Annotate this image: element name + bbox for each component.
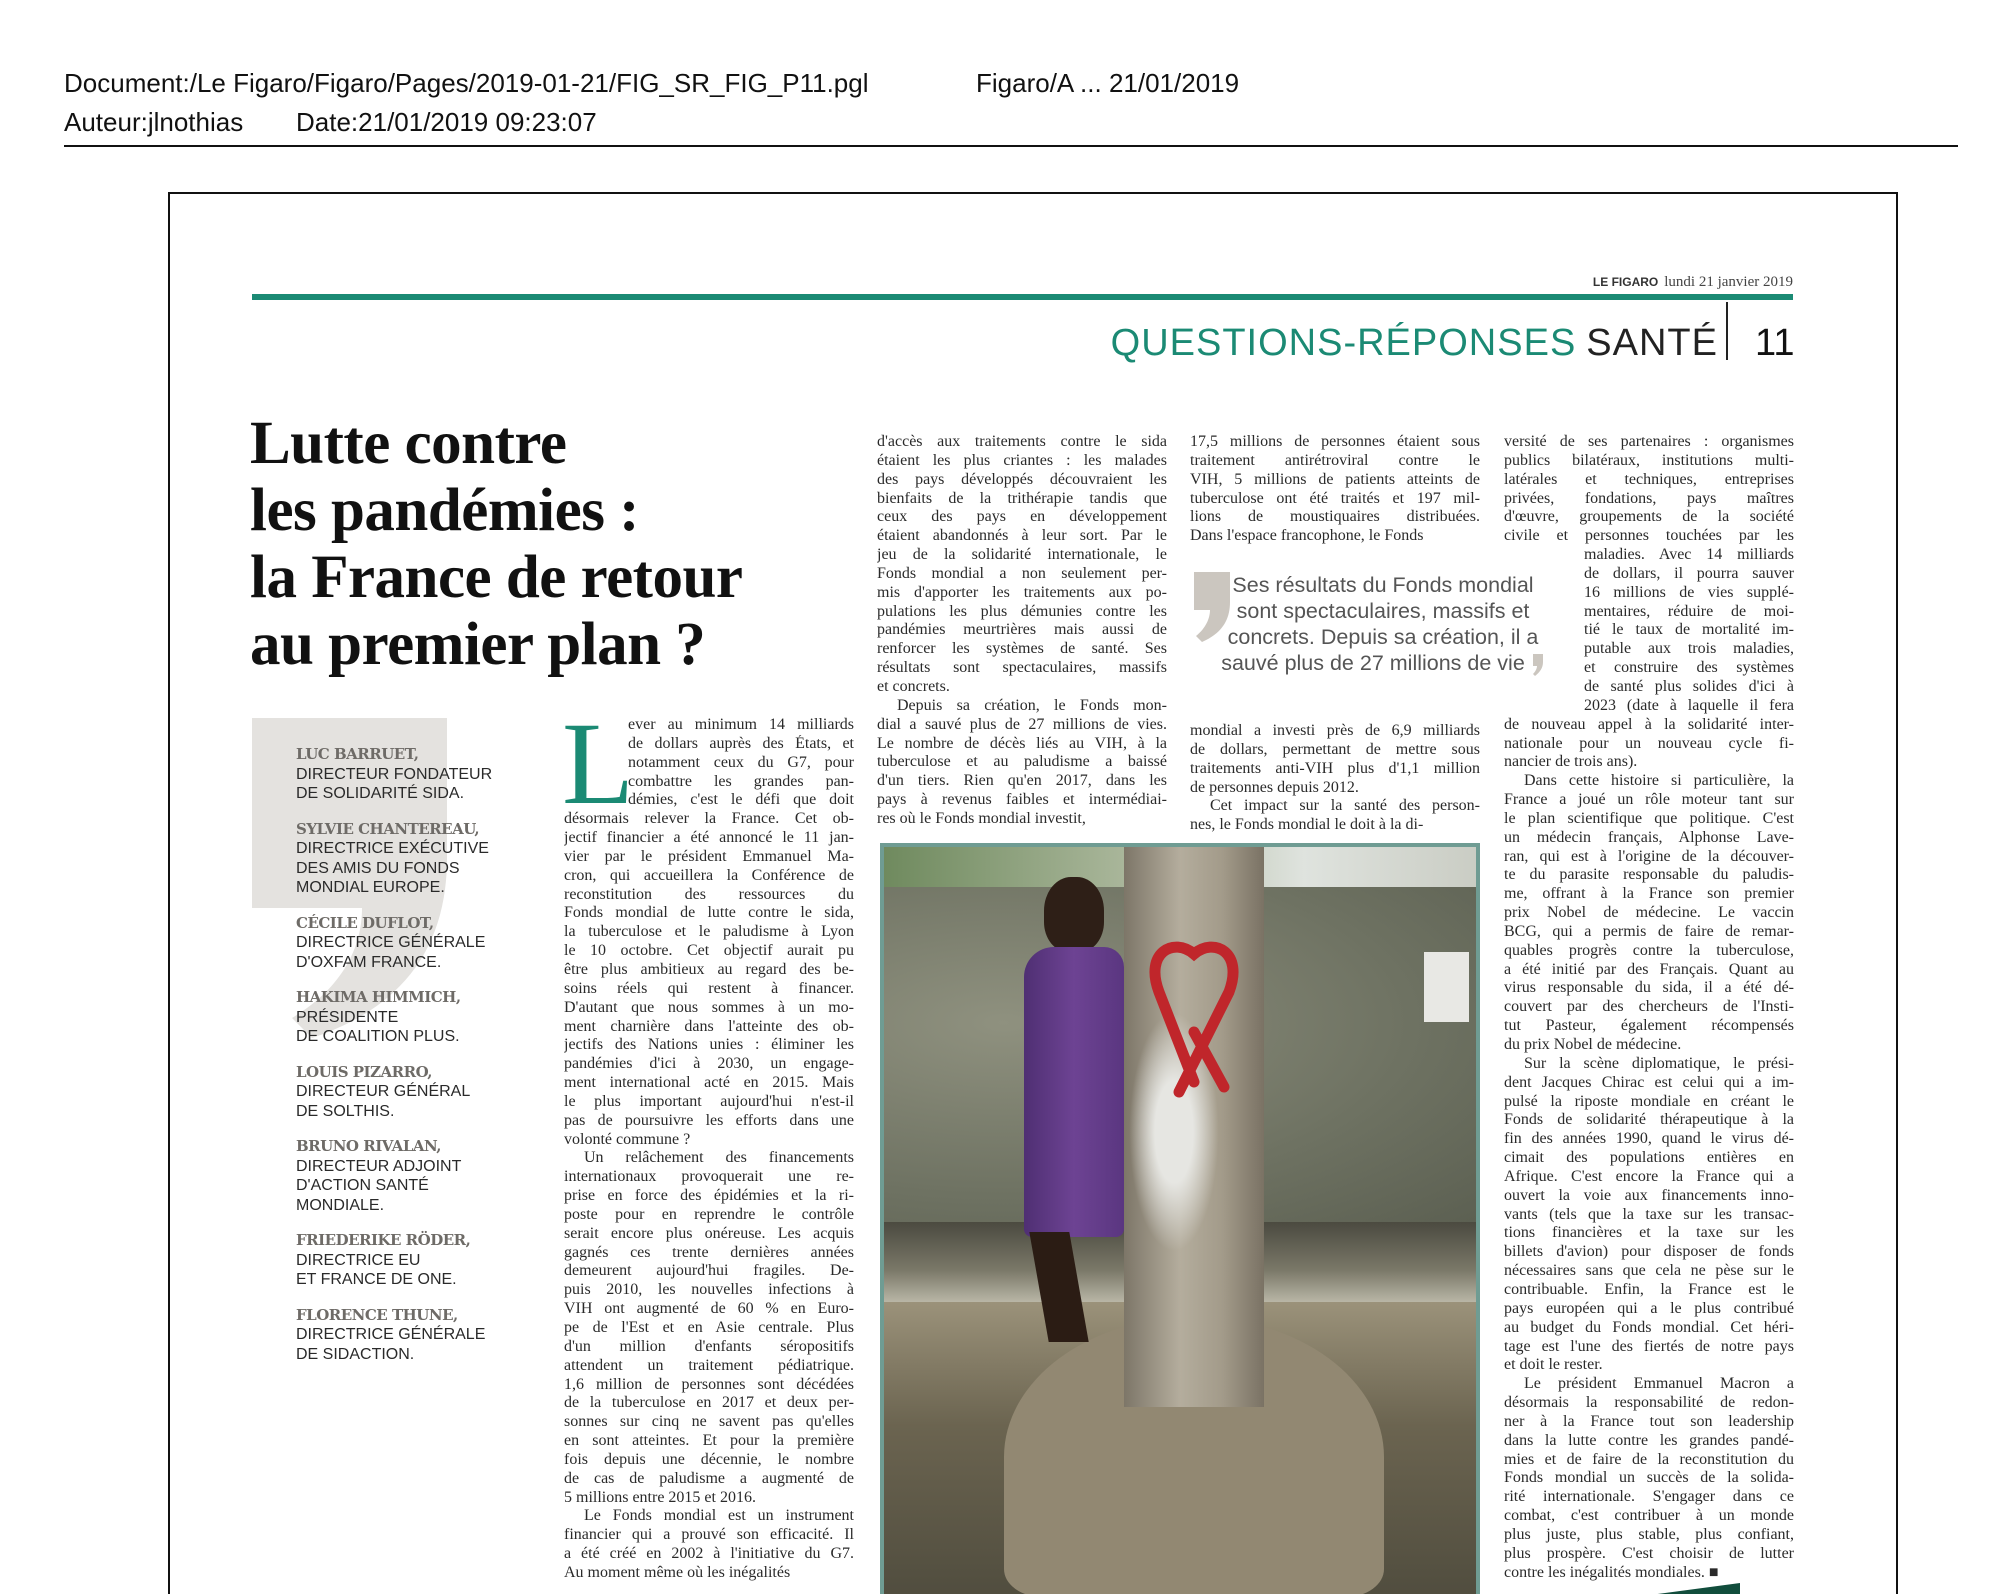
text-line: te du parasite responsable du paludis-: [1504, 866, 1794, 884]
signatory-name: FLORENCE THUNE,: [296, 1305, 458, 1324]
text-line: plus prospère. C'est choisir de lutter: [1504, 1544, 1794, 1562]
text-line: versité de ses partenaires : organismes: [1504, 433, 1794, 450]
text-line: res où le Fonds mondial investit,: [877, 809, 1086, 827]
text-line: rité internationale. S'engager dans ce: [1504, 1488, 1794, 1506]
text-line: fin des années 1990, quand le virus dé-: [1504, 1130, 1794, 1148]
text-line: d'œuvre, groupements de la société: [1504, 508, 1794, 526]
text-line: prix Nobel de médecine. Le vaccin: [1504, 904, 1794, 922]
text-line: reconstitution des ressources du: [564, 885, 854, 903]
text-line: Le nombre de décès liés au VIH, à la: [877, 734, 1167, 752]
author-label: Auteur:jlnothias: [64, 107, 244, 137]
text-line: financier qui a prouvé son efficacité. Il: [564, 1526, 854, 1544]
text-line: BCG, qui a permis de faire de remar-: [1504, 922, 1794, 940]
text-line: désormais relever la France. Cet ob-: [564, 810, 854, 828]
text-line: d'accès aux traitements contre le sida: [877, 433, 1167, 450]
text-line: gagnés ces trente dernières années: [564, 1243, 854, 1261]
title-line: Lutte contre: [250, 410, 567, 477]
text-line: fois depuis une décennie, le nombre: [564, 1450, 854, 1468]
text-line: de nouveau appel à la solidarité inter-: [1504, 715, 1794, 733]
text-line: latérales et techniques, entreprises: [1504, 470, 1794, 488]
signatory-role: DIRECTEUR FONDATEUR: [296, 765, 493, 783]
text-line: le plan scientifique que politique. C'est: [1504, 809, 1794, 827]
signatory-name: FRIEDERIKE RÖDER,: [296, 1231, 471, 1249]
pull-quote-line: sont spectaculaires, massifs et: [1236, 599, 1530, 623]
text-line: serait encore plus onéreuse. Les acquis: [564, 1224, 854, 1242]
text-line: pandémies d'ici à 2030, un engage-: [564, 1055, 854, 1073]
text-line: ner à la France tout son leadership: [1504, 1412, 1794, 1430]
title-line: au premier plan ?: [250, 611, 706, 678]
text-line: attendent un traitement pédiatrique.: [564, 1356, 854, 1374]
signatory: [296, 745, 492, 804]
text-line: en sont atteintes. Et pour la première: [564, 1432, 854, 1450]
signatory-name: SYLVIE CHANTEREAU,: [296, 819, 480, 838]
signatory-role: DIRECTEUR ADJOINT: [296, 1157, 462, 1175]
text-line: un médecin français, Alphonse Lave-: [1504, 828, 1794, 846]
text-line: sonnes sur cinq ne savent pas qu'elles: [564, 1413, 854, 1431]
text-line: le 10 octobre. Cet objectif aurait pu: [564, 942, 854, 960]
pull-quote-line: [1202, 650, 1564, 676]
signatory-role: DIRECTRICE GÉNÉRALE: [296, 934, 486, 951]
signatories-list: [296, 745, 492, 1380]
article-column-3-top: [1190, 433, 1480, 546]
text-line: Sur la scène diplomatique, le prési-: [1524, 1054, 1794, 1072]
text-line: des pays développés découvraient les: [877, 470, 1167, 488]
text-line: contribuable. Enfin, la France est le: [1504, 1280, 1794, 1298]
pull-quote-line: concrets. Depuis sa création, il a: [1227, 625, 1539, 649]
text-line: traitements anti-VIH plus d'1,1 million: [1190, 759, 1480, 777]
text-line: traitement antirétroviral contre le: [1190, 451, 1480, 469]
document-path: Document:/Le Figaro/Figaro/Pages/2019-01-21/FIG_SR_FIG_P11.pgl: [64, 68, 869, 98]
text-line: 2023 (date à laquelle il fera: [1584, 696, 1794, 714]
text-line: et construire des systèmes: [1584, 659, 1794, 677]
text-line: poste pour en reprendre le contrôle: [564, 1205, 854, 1223]
signatory-role: DIRECTRICE EXÉCUTIVE: [296, 840, 489, 857]
signatory: [296, 1063, 492, 1122]
text-line: mondial a investi près de 6,9 milliards: [1190, 722, 1480, 739]
text-line: pandémies meurtrières mais aussi de: [877, 621, 1167, 639]
text-line: vier par le président Emmanuel Ma-: [564, 847, 854, 865]
text-line: Le président Emmanuel Macron a: [1524, 1375, 1794, 1393]
signatory-role: MONDIALE.: [296, 1196, 385, 1214]
text-line: ceux des pays en développement: [877, 508, 1167, 526]
header-divider: [64, 145, 1958, 147]
signatory: [296, 1137, 492, 1215]
text-line: quables progrès contre la tuberculose,: [1504, 941, 1794, 959]
text-line: pays à revenus faibles et intermédiai-: [877, 791, 1167, 809]
text-line: nécessaires sans que cela ne pèse sur le: [1504, 1262, 1794, 1280]
text-line: tions financières et la taxe sur les: [1504, 1224, 1794, 1242]
signatory-role: D'ACTION SANTÉ: [296, 1177, 429, 1194]
pull-quote-text: sauvé plus de 27 millions de vie: [1221, 651, 1525, 675]
text-line: nationale pour un nouveau cycle fi-: [1504, 734, 1794, 752]
text-line: putable aux trois maladies,: [1584, 640, 1794, 658]
signatory-role: DIRECTEUR GÉNÉRAL: [296, 1083, 471, 1100]
section-heading: [1111, 322, 1718, 365]
text-line: et concrets.: [877, 677, 950, 695]
text-line: tié le taux de mortalité im-: [1584, 621, 1794, 639]
text-line: étaient abandonnés à leur sort. Par le: [877, 527, 1167, 545]
signatory: [296, 988, 492, 1047]
photo-sign: [1424, 952, 1469, 1022]
title-line: la France de retour: [250, 544, 743, 611]
page-number: 11: [1755, 322, 1795, 364]
text-line: Dans l'espace francophone, le Fonds: [1190, 527, 1424, 545]
text-line: cimait des populations entières en: [1504, 1149, 1794, 1167]
text-line: au budget du Fonds mondial. Cet héri-: [1504, 1318, 1794, 1336]
text-line: civile et personnes touchées par les: [1504, 527, 1794, 545]
text-line: ouvert la voie aux financements inno-: [1504, 1186, 1794, 1204]
text-line: pulsé la riposte mondiale en créant le: [1504, 1092, 1794, 1110]
text-line: Le Fonds mondial est un instrument: [584, 1507, 854, 1525]
text-line: être plus ambitieux au regard des be-: [564, 960, 854, 978]
text-line: 1,6 million de personnes sont décédées: [564, 1375, 854, 1393]
text-line: combat, c'est contribuer à un monde: [1504, 1507, 1794, 1525]
text-line: notamment ceux du G7, pour: [628, 753, 854, 771]
article-column-3-bottom: [1190, 722, 1480, 835]
text-line: dans la lutte contre les grandes pandé-: [1504, 1431, 1794, 1449]
text-line: D'autant que nous sommes à un mo-: [564, 998, 854, 1016]
text-line: de cas de paludisme a augmenté de: [564, 1469, 854, 1487]
title-line: les pandémies :: [250, 477, 639, 544]
text-line: de santé plus solides d'ici à: [1584, 677, 1794, 695]
article-photo: [880, 843, 1480, 1594]
text-line: tuberculose et au paludisme a baissé: [877, 753, 1167, 771]
signatory-role: D'OXFAM FRANCE.: [296, 953, 442, 971]
text-line: couvert par des chercheurs de l'Insti-: [1504, 998, 1794, 1016]
text-line: vants (tels que la taxe sur les transac-: [1504, 1205, 1794, 1223]
text-line: Un relâchement des financements: [584, 1149, 854, 1167]
signatory-role: DE SIDACTION.: [296, 1345, 415, 1363]
text-line: combattre les grandes pan-: [628, 772, 854, 790]
edition-label: Figaro/A ... 21/01/2019: [976, 68, 1240, 98]
signatory-role: DE COALITION PLUS.: [296, 1028, 460, 1045]
signatory: [296, 1231, 492, 1290]
text-line: VIH, 5 millions de patients atteints de: [1190, 470, 1480, 488]
text-line: demeurent aujourd'hui fragiles. De-: [564, 1262, 854, 1280]
date-label: Date:21/01/2019 09:23:07: [296, 107, 597, 137]
signatory-name: HAKIMA HIMMICH,: [296, 988, 461, 1006]
pull-quote-line: Ses résultats du Fonds mondial: [1232, 573, 1534, 597]
page-dateline: [1593, 274, 1793, 291]
text-line: a été initié par des Français. Quant au: [1504, 960, 1794, 978]
text-line: nancier de trois ans).: [1504, 753, 1638, 771]
heading-divider: [1726, 302, 1728, 360]
close-quote-icon: [1531, 654, 1545, 676]
text-line: résultats sont spectaculaires, massifs: [877, 659, 1167, 677]
signatory-name: LOUIS PIZARRO,: [296, 1062, 432, 1081]
text-line: internationaux provoquerait une re-: [564, 1168, 854, 1186]
text-line: Fonds mondial a non seulement per-: [877, 564, 1167, 582]
signatory-role: DE SOLTHIS.: [296, 1102, 395, 1120]
text-line: lions de moustiquaires distribuées.: [1190, 508, 1480, 526]
text-line: mis d'apporter les traitements aux po-: [877, 583, 1167, 601]
text-line: étaient les plus criantes : les malades: [877, 451, 1167, 469]
signatory-role: PRÉSIDENTE: [296, 1008, 399, 1026]
section-rule: [252, 294, 1793, 300]
signatory-role: DIRECTRICE GÉNÉRALE: [296, 1326, 486, 1343]
paper-name: LE FIGARO: [1592, 275, 1659, 289]
page-date: lundi 21 janvier 2019: [1664, 274, 1793, 290]
drop-cap: L: [562, 698, 635, 829]
signatory-name: BRUNO RIVALAN,: [296, 1137, 441, 1155]
signatory-name: CÉCILE DUFLOT,: [296, 913, 434, 932]
text-line: virus responsable du sida, il a été dé-: [1504, 979, 1794, 997]
text-line: a été créé en 2002 à l'initiative du G7.: [564, 1545, 854, 1563]
text-line: 5 millions entre 2015 et 2016.: [564, 1488, 756, 1506]
article-title: [250, 410, 742, 678]
text-line: 16 millions de vies supplé-: [1584, 583, 1794, 601]
text-line: de dollars auprès des États, et: [628, 734, 854, 752]
text-line: Fonds mondial un succès de la solida-: [1504, 1469, 1794, 1487]
signatory: [296, 1306, 492, 1365]
text-line: publics bilatéraux, institutions multi-: [1504, 451, 1794, 469]
text-line: pas de poursuivre les efforts dans une: [564, 1111, 854, 1129]
text-line: Afrique. C'est encore la France qui a: [1504, 1167, 1794, 1185]
text-line: jectif financier a été annoncé le 11 jan-: [564, 829, 854, 847]
signatory-role: DE SOLIDARITÉ SIDA.: [296, 785, 465, 802]
text-line: tut Pasteur, également récompensés: [1504, 1017, 1794, 1035]
text-line: tage est l'une des fiertés de notre pays: [1504, 1337, 1794, 1355]
signatory-role: DES AMIS DU FONDS: [296, 859, 460, 877]
text-line: ever au minimum 14 milliards: [628, 716, 854, 733]
text-line: Dans cette histoire si particulière, la: [1524, 772, 1794, 790]
photo-girl-dress: [1024, 947, 1124, 1237]
text-line: ment international acté en 2015. Mais: [564, 1074, 854, 1092]
text-line: la tuberculose et le paludisme à Lyon: [564, 923, 854, 941]
text-line: contre les inégalités mondiales. ■: [1504, 1563, 1719, 1581]
signatory-role: ET FRANCE DE ONE.: [296, 1271, 457, 1288]
text-line: de personnes depuis 2012.: [1190, 778, 1359, 796]
text-line: privées, fondations, pays maîtres: [1504, 489, 1794, 507]
text-line: de dollars, il pourra sauver: [1584, 564, 1794, 582]
text-line: tuberculose ont été traités et 197 mil-: [1190, 489, 1480, 507]
text-line: de dollars, permettant de mettre sous: [1190, 740, 1480, 758]
text-line: dial a sauvé plus de 27 millions de vies.: [877, 715, 1167, 733]
photo-girl-head: [1044, 877, 1104, 952]
text-line: renforcer les systèmes de santé. Ses: [877, 640, 1167, 658]
text-line: nes, le Fonds mondial le doit à la di-: [1190, 816, 1424, 834]
text-line: Fonds mondial de lutte contre le sida,: [564, 904, 854, 922]
text-line: me, offrant à la France son premier: [1504, 885, 1794, 903]
section-label: SANTÉ: [1586, 322, 1718, 364]
text-line: soins réels qui restent à financer.: [564, 979, 854, 997]
red-ribbon: [1139, 932, 1249, 1102]
signatory-role: DIRECTRICE EU: [296, 1251, 421, 1269]
text-line: bienfaits de la trithérapie tandis que: [877, 489, 1167, 507]
text-line: ran, qui est à l'origine de la découver-: [1504, 847, 1794, 865]
article-column-1: [562, 698, 854, 1583]
text-line: du prix Nobel de médecine.: [1504, 1036, 1682, 1053]
text-line: démies, c'est le défi que doit: [628, 791, 854, 809]
text-line: pulations les plus démunies contre les: [877, 602, 1167, 620]
signatory-name: LUC BARRUET,: [296, 745, 419, 763]
text-line: VIH ont augmenté de 60 % en Euro-: [564, 1300, 854, 1318]
text-line: maladies. Avec 14 milliards: [1584, 546, 1794, 564]
text-line: d'un tiers. Rien qu'en 2017, dans les: [877, 772, 1167, 790]
text-line: et doit le rester.: [1504, 1356, 1603, 1374]
text-line: mies et de faire de la reconstitution du: [1504, 1450, 1794, 1468]
text-line: ment charnière dans l'atteinte des ob-: [564, 1017, 854, 1035]
text-line: d'un million d'enfants séropositifs: [564, 1337, 854, 1355]
text-line: de la tuberculose en 2017 et deux per-: [564, 1394, 854, 1412]
text-line: mentaires, réduire de moi-: [1584, 602, 1794, 620]
text-line: plus juste, plus stable, plus confiant,: [1504, 1525, 1794, 1543]
text-line: 17,5 millions de personnes étaient sous: [1190, 433, 1480, 450]
text-line: prise en force des épidémies et la ri-: [564, 1187, 854, 1205]
text-line: Fonds de solidarité thérapeutique à la: [1504, 1111, 1794, 1129]
text-line: jectifs des Nations unies : éliminer les: [564, 1036, 854, 1054]
text-line: dent Jacques Chirac est celui qui a im-: [1504, 1073, 1794, 1091]
text-line: désormais la responsabilité de redon-: [1504, 1394, 1794, 1412]
rubric-label: QUESTIONS-RÉPONSES: [1110, 322, 1577, 364]
text-line: le plus important aujourd'hui n'est-il: [564, 1092, 854, 1110]
text-line: pe de l'Est et en Asie centrale. Plus: [564, 1319, 854, 1336]
text-line: billets d'avion) pour disposer de fonds: [1504, 1243, 1794, 1261]
article-column-2: [877, 433, 1167, 829]
text-line: puis 2010, les nouvelles infections à: [564, 1281, 854, 1299]
text-line: France a joué un rôle moteur tant sur: [1504, 791, 1794, 809]
text-line: Cet impact sur la santé des person-: [1210, 797, 1480, 815]
text-line: pays européen qui a le plus contribué: [1504, 1299, 1794, 1317]
text-line: jeu de la solidarité internationale, le: [877, 546, 1167, 564]
signatory-role: MONDIAL EUROPE.: [296, 879, 445, 896]
text-line: volonté commune ?: [564, 1130, 691, 1148]
text-line: Au moment même où les inégalités: [564, 1563, 791, 1581]
text-line: cron, qui accueillera la Conférence de: [564, 866, 854, 884]
pull-quote: [1190, 572, 1570, 682]
signatory: [296, 914, 492, 973]
signatory: [296, 820, 492, 898]
text-line: Depuis sa création, le Fonds mon-: [897, 696, 1167, 714]
